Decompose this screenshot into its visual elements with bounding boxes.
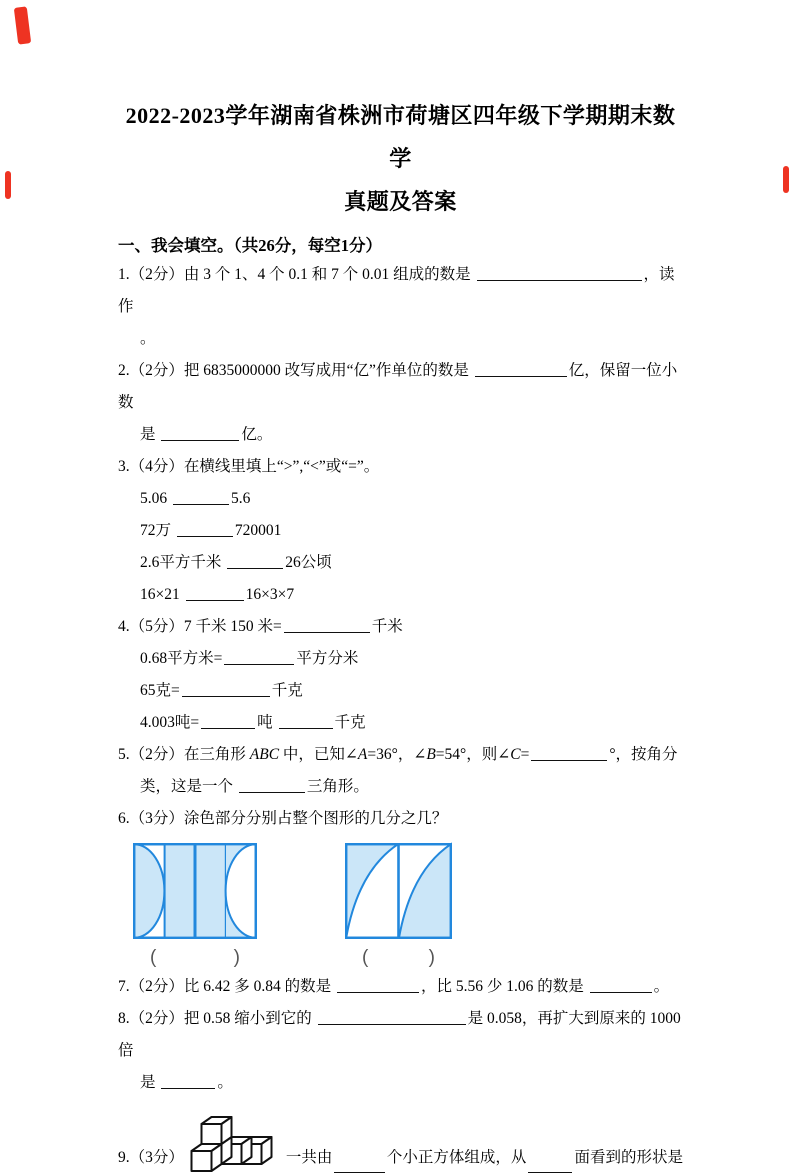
q3-answer-blank-1 [173,490,229,506]
q4-item4-left: 4.003吨= [140,714,200,731]
q7-answer-blank-1 [337,978,419,994]
q8-text-3: 是 [140,1074,160,1091]
q3-item-1 [118,483,683,515]
question-1 [118,259,683,323]
q2-text-3: 是 [140,426,160,443]
q5-text-1: 5.（2分）在三角形 [118,746,250,763]
q9-text-4: 面看到的形状是 [574,1149,683,1166]
q2-answer-blank-1 [475,362,567,378]
question-8 [118,1003,683,1067]
q3-item3-left: 2.6平方千米 [140,554,226,571]
q5-text-5: = [520,746,530,763]
q4-item3-left: 65克= [140,682,180,699]
q3-item2-left: 72万 [140,522,175,539]
q5-text-4: =54°，则∠ [435,746,511,763]
q5-text-7: 类，这是一个 [140,778,237,795]
q4-unit-3: 千克 [271,682,303,699]
q4-text-1: 4.（5分）7 千米 150 米= [118,618,282,635]
page-title [118,94,683,223]
q4-unit-1: 千米 [371,618,403,635]
q3-item3-right: 26公顷 [285,554,332,571]
q3-answer-blank-2 [177,522,233,538]
q6-figure-2-answer-parens [345,947,452,969]
q5-angle-a: A [357,746,368,763]
red-annotation-mark-left-edge [5,171,11,199]
question-2 [118,355,683,419]
q9-answer-blank-1 [334,1158,384,1174]
q4-answer-blank-1 [284,618,370,634]
q6-text-1: 6.（3分）涂色部分分别占整个图形的几分之几？ [118,810,448,827]
q2-text-1: 2.（2分）把 6835000000 改写成用“亿”作单位的数是 [118,362,473,379]
q4-answer-blank-4 [201,714,255,730]
q3-item4-left: 16×21 [140,586,184,603]
q3-answer-blank-3 [227,554,283,570]
question-1-line-2 [118,323,683,355]
q7-text-1: 7.（2分）比 6.42 多 0.84 的数是 [118,978,336,995]
q4-item-3 [118,675,683,707]
q4-item2-left: 0.68平方米= [140,650,223,667]
q3-answer-blank-4 [186,586,244,602]
paren-open: ( [150,947,157,968]
q5-angle-b: B [426,746,436,763]
q5-text-3: =36°，∠ [367,746,427,763]
q6-figure-1-svg [133,843,257,939]
q3-text-1: 3.（4分）在横线里填上“>”,“<”或“=”。 [118,458,380,475]
q7-text-3: 。 [653,978,670,995]
question-3 [118,451,683,483]
q3-item-2 [118,515,683,547]
title-line-1: 2022-2023学年湖南省株洲市荷塘区四年级下学期期末数学 [125,103,676,171]
q9-text-2: 一共由 [285,1149,333,1166]
q8-text-1: 8.（2分）把 0.58 缩小到它的 [118,1010,316,1027]
question-9 [118,1109,683,1173]
q8-text-2: 是 0.058，再扩大到原来的 1000 倍 [118,1010,681,1059]
q6-figures [133,843,683,969]
q9-text-1: 9.（3分） [118,1149,184,1166]
question-5 [118,739,683,771]
red-annotation-mark-top-left [14,6,31,44]
paren-close: ) [428,947,435,968]
q4-answer-blank-5 [279,714,333,730]
q8-text-4: 。 [217,1074,233,1091]
question-7 [118,971,683,1003]
q3-item2-right: 720001 [234,522,282,539]
q3-item-3 [118,547,683,579]
paren-close: ) [233,947,240,968]
q5-answer-blank-1 [531,746,607,762]
q7-text-2: ，比 5.56 少 1.06 的数是 [421,978,588,995]
q4-unit-4a: 吨 [257,714,277,731]
q6-figure-1 [133,843,257,969]
q9-text-3: 个小正方体组成，从 [386,1149,527,1166]
q2-text-4: 亿。 [241,426,273,443]
q5-answer-blank-2 [239,778,305,794]
document-body [118,94,683,1173]
q9-cube-stack-figure [190,1109,278,1175]
q4-item-2 [118,643,683,675]
q8-answer-blank-2 [161,1074,215,1090]
q3-item-4 [118,579,683,611]
q6-figure-2 [345,843,452,969]
q1-answer-blank-1 [477,266,642,282]
paren-open: ( [362,947,369,968]
question-4 [118,611,683,643]
q9-answer-blank-2 [528,1158,572,1174]
q5-triangle-name: ABC [249,746,280,763]
section-1-heading: 一、我会填空。（共26分，每空1分） [118,236,382,255]
q4-unit-4b: 千克 [334,714,366,731]
q5-text-2: 中，已知∠ [279,746,358,763]
q4-answer-blank-2 [224,650,294,666]
red-annotation-mark-right-edge [783,166,789,193]
q3-item1-left: 5.06 [140,490,171,507]
q8-answer-blank-1 [318,1010,466,1026]
question-8-line-2 [118,1067,683,1099]
question-2-line-2 [118,419,683,451]
q1-text-3: 。 [140,330,156,347]
q4-item-4 [118,707,683,739]
q6-figure-2-svg [345,843,452,939]
q1-text-2: ，读作 [118,266,675,315]
q5-angle-c: C [510,746,521,763]
q4-answer-blank-3 [182,682,270,698]
q4-unit-2: 平方分米 [296,650,359,667]
q5-text-6: °，按角分 [609,746,678,763]
question-6 [118,803,683,835]
q2-text-2: 亿，保留一位小数 [118,362,678,411]
title-line-2: 真题及答案 [344,189,457,214]
q6-figure-1-answer-parens [133,947,257,969]
q1-text-1: 1.（2分）由 3 个 1、4 个 0.1 和 7 个 0.01 组成的数是 [118,266,475,283]
q3-item4-right: 16×3×7 [245,586,295,603]
question-5-line-2 [118,771,683,803]
q2-answer-blank-2 [161,426,239,442]
q7-answer-blank-2 [590,978,652,994]
q3-item1-right: 5.6 [231,490,251,507]
q5-text-8: 三角形。 [306,778,369,795]
